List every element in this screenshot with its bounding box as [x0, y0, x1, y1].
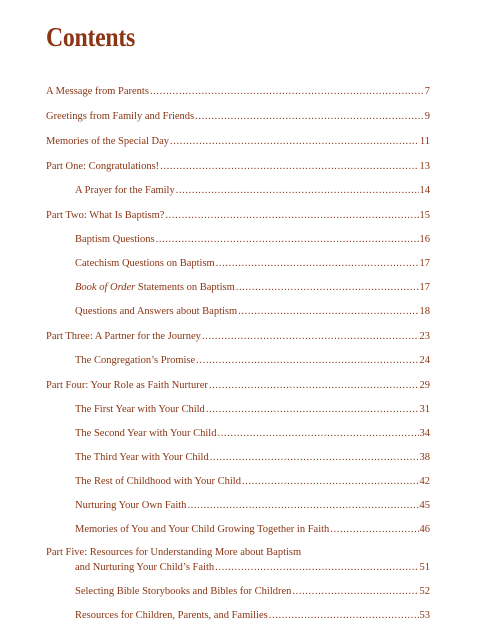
toc-page-number: 9 [424, 111, 430, 122]
toc-page-number: 38 [419, 452, 430, 463]
toc-leader-dots [215, 559, 418, 576]
toc-leader-dots [210, 449, 419, 466]
toc-subentry[interactable] [46, 521, 430, 538]
toc-entry-label: Baptism Questions [75, 234, 155, 245]
toc-leader-dots [242, 473, 419, 490]
toc-leader-dots [236, 279, 419, 296]
toc-leader-dots [330, 521, 418, 538]
toc-page-number: 46 [419, 524, 430, 535]
toc-subentry[interactable] [46, 607, 430, 624]
toc-entry-continuation[interactable] [46, 559, 430, 576]
toc-entry-label: The First Year with Your Child [75, 404, 205, 415]
toc-page-number: 24 [419, 355, 430, 366]
toc-entry-label: Part Four: Your Role as Faith Nurturer [46, 380, 208, 391]
toc-leader-dots [269, 607, 419, 624]
toc-subentry[interactable] [46, 473, 430, 490]
toc-page-number: 52 [419, 586, 430, 597]
toc-subentry[interactable] [46, 425, 430, 442]
toc-subentry[interactable] [46, 303, 430, 320]
toc-leader-dots [165, 207, 418, 224]
toc-entry-label: Part Three: A Partner for the Journey [46, 331, 201, 342]
toc-leader-dots [196, 352, 418, 369]
toc-page-number: 11 [419, 136, 430, 147]
toc-entry-label: A Message from Parents [46, 86, 149, 97]
toc-entry-label: The Congregation’s Promise [75, 355, 196, 366]
toc-leader-dots [176, 182, 419, 199]
toc-entry-label [75, 279, 235, 296]
toc-leader-dots [206, 401, 419, 418]
toc-entry-label-italic: Book of Order [75, 282, 136, 293]
toc-page-number: 16 [419, 234, 430, 245]
toc-leader-dots [170, 133, 419, 150]
toc-page-number: 45 [419, 500, 430, 511]
toc-entry-label: Selecting Bible Storybooks and Bibles for Children [75, 586, 292, 597]
toc-subentry[interactable] [46, 182, 430, 199]
toc-subentry[interactable] [46, 583, 430, 600]
toc-entry-label-rest: Statements on Baptism [135, 282, 235, 293]
toc-page-number: 17 [419, 282, 430, 293]
toc-subentry[interactable] [46, 401, 430, 418]
toc-entry[interactable] [46, 158, 430, 175]
toc-page-number: 17 [419, 258, 430, 269]
toc-page-number: 23 [419, 331, 430, 342]
toc-entry[interactable] [46, 83, 430, 100]
table-of-contents [46, 83, 430, 624]
toc-entry-label: Catechism Questions on Baptism [75, 258, 215, 269]
toc-leader-dots [217, 425, 418, 442]
toc-entry[interactable] [46, 546, 430, 559]
toc-page-number: 13 [419, 161, 430, 172]
toc-leader-dots [156, 231, 419, 248]
toc-leader-dots [292, 583, 418, 600]
toc-entry-label-line1: Part Five: Resources for Understanding More about Baptism [46, 547, 302, 558]
toc-entry[interactable] [46, 328, 430, 345]
toc-page-number: 34 [419, 428, 430, 439]
toc-entry-label: A Prayer for the Family [75, 185, 175, 196]
toc-subentry[interactable] [46, 449, 430, 466]
toc-entry-label: Memories of You and Your Child Growing Together in Faith [75, 524, 330, 535]
toc-leader-dots [160, 158, 418, 175]
toc-subentry[interactable] [46, 352, 430, 369]
toc-entry-label: The Third Year with Your Child [75, 452, 209, 463]
toc-entry-label: Memories of the Special Day [46, 136, 170, 147]
toc-entry-label: Part Two: What Is Baptism? [46, 210, 165, 221]
page-title: Contents [46, 22, 135, 52]
toc-entry-label-line2: and Nurturing Your Child’s Faith [75, 562, 215, 573]
toc-entry-label: Questions and Answers about Baptism [75, 306, 238, 317]
toc-leader-dots [238, 303, 418, 320]
toc-subentry[interactable] [46, 279, 430, 296]
toc-page-number: 42 [419, 476, 430, 487]
toc-leader-dots [150, 83, 424, 100]
toc-subentry[interactable] [46, 231, 430, 248]
toc-leader-dots [202, 328, 419, 345]
toc-leader-dots [216, 255, 419, 272]
toc-entry[interactable] [46, 207, 430, 224]
toc-subentry[interactable] [46, 255, 430, 272]
toc-entry[interactable] [46, 133, 430, 150]
toc-page-number: 29 [419, 380, 430, 391]
toc-entry-label: Part One: Congratulations! [46, 161, 160, 172]
toc-page-number: 15 [419, 210, 430, 221]
toc-entry-label: Nurturing Your Own Faith [75, 500, 187, 511]
toc-page-number: 53 [419, 610, 430, 621]
toc-leader-dots [209, 377, 419, 394]
toc-entry-label: Resources for Children, Parents, and Families [75, 610, 268, 621]
toc-entry-label: Greetings from Family and Friends [46, 111, 195, 122]
toc-page-number: 14 [419, 185, 430, 196]
toc-page-number: 31 [419, 404, 430, 415]
toc-page-number: 51 [419, 562, 430, 573]
toc-entry[interactable] [46, 377, 430, 394]
toc-page-number: 7 [424, 86, 430, 97]
toc-entry-label: The Rest of Childhood with Your Child [75, 476, 241, 487]
toc-page-number: 18 [419, 306, 430, 317]
toc-leader-dots [195, 108, 424, 125]
toc-entry-label: The Second Year with Your Child [75, 428, 217, 439]
toc-entry[interactable] [46, 108, 430, 125]
